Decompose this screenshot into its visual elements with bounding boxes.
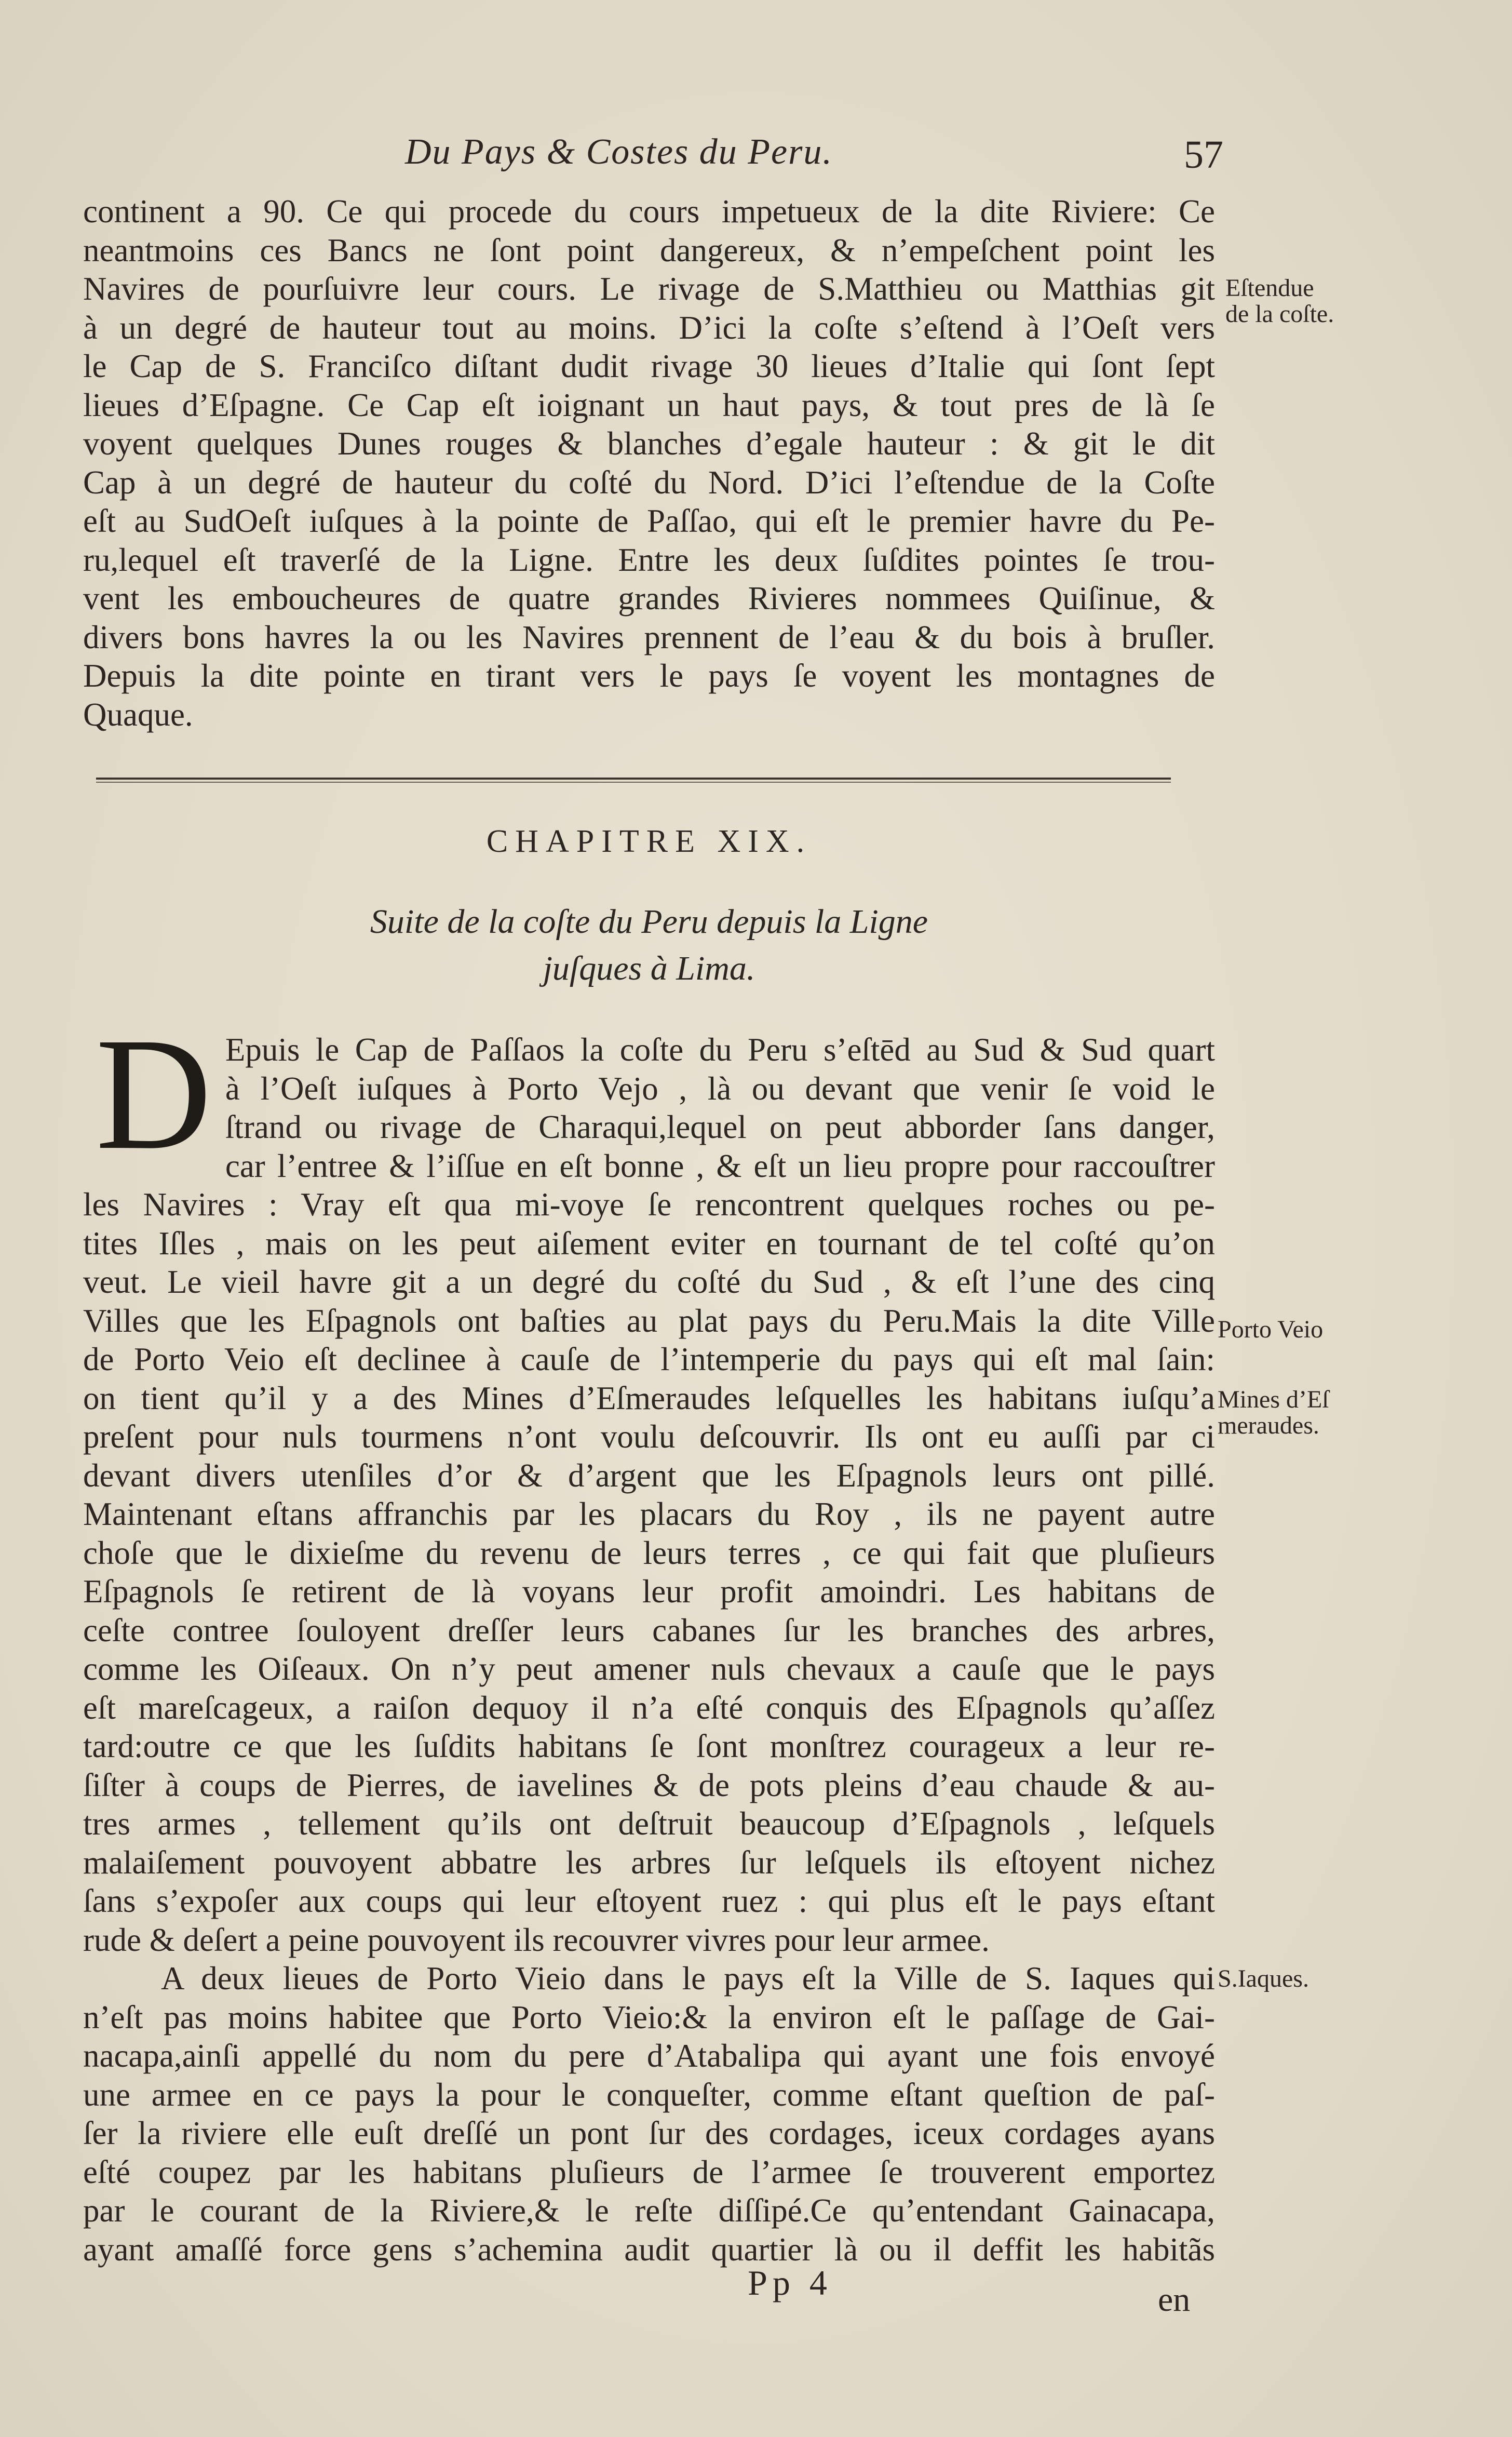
text-line: nacapa,ainſi appellé du nom du pere d’Atabalipa qui ayant une fois envoyé (83, 2038, 1215, 2074)
text-line: A deux lieues de Porto Vieio dans le pays eſt la Ville de S. Iaques qui (161, 1960, 1215, 1997)
drop-cap: D (96, 1005, 212, 1183)
text-line: continent a 90. Ce qui procede du cours impetueux de la dite Riviere: Ce (83, 193, 1215, 230)
margin-note-porto-veio (1218, 1317, 1323, 1343)
text-line: Epuis le Cap de Paſſaos la coſte du Peru s’eſtēd au Sud & Sud quart (225, 1032, 1215, 1068)
text-line: Navires de pourſuivre leur cours. Le rivage de S.Matthieu ou Matthias git (83, 271, 1215, 307)
text-line: le Cap de S. Franciſco diſtant dudit rivage 30 lieues d’Italie qui ſont ſept (83, 348, 1215, 384)
text-line: Maintenant eſtans affranchis par les placars du Roy , ils ne payent autre (83, 1496, 1215, 1532)
signature-mark: Pp 4 (748, 2263, 832, 2302)
text-line: on tient qu’il y a des Mines d’Eſmeraudes leſquelles les habitans iuſqu’a (83, 1380, 1215, 1416)
text-line: comme les Oiſeaux. On n’y peut amener nuls chevaux a cauſe que le pays (83, 1651, 1215, 1687)
subtitle-line: juſques à Lima. (543, 949, 755, 987)
section-divider (96, 778, 1171, 780)
margin-note-estendue (1225, 275, 1334, 327)
text-line: malaiſement pouvoyent abbatre les arbres ſur leſquels ils eſtoyent nichez (83, 1844, 1215, 1881)
text-line: eſté coupez par les habitans pluſieurs de l’armee ſe trouverent emportez (83, 2153, 1215, 2190)
text-line: ayant amaſſé force gens s’achemina audit quartier là ou il deffit les habitãs (83, 2231, 1215, 2268)
text-line: ſiſter à coups de Pierres, de iavelines & de pots pleins d’eau chaude & au- (83, 1766, 1215, 1803)
text-line: ſtrand ou rivage de Charaqui,lequel on peut abborder ſans danger, (225, 1109, 1215, 1145)
chapter-body (83, 1005, 1215, 2269)
text-line: Cap à un degré de hauteur du coſté du Nord. D’ici l’eſtendue de la Coſte (83, 464, 1215, 501)
margin-note-line: Eſtendue (1225, 274, 1314, 302)
text-line: par le courant de la Riviere,& le reſte diſſipé.Ce qu’entendant Gainacapa, (83, 2192, 1215, 2229)
text-line: Eſpagnols ſe retirent de là voyans leur profit amoindri. Les habitans de (83, 1573, 1215, 1610)
margin-note-s-iaques (1218, 1966, 1309, 1992)
margin-note-line: meraudes. (1218, 1412, 1319, 1439)
text-line: tres armes , tellement qu’ils ont deſtruit beaucoup d’Eſpagnols , leſquels (83, 1805, 1215, 1842)
catchword: en (1158, 2281, 1191, 2319)
text-line: Quaque. (83, 696, 193, 733)
text-line: voyent quelques Dunes rouges & blanches d’egale hauteur : & git le dit (83, 425, 1215, 462)
text-line: devant divers utenſiles d’or & d’argent que les Eſpagnols leurs ont pillé. (83, 1457, 1215, 1494)
text-line: à l’Oeſt iuſques à Porto Vejo , là ou devant que venir ſe void le (225, 1070, 1215, 1107)
margin-note-mines (1218, 1387, 1329, 1439)
margin-note-line: Mines d’Eſ (1218, 1386, 1329, 1413)
margin-note-line: S.Iaques. (1218, 1965, 1309, 1992)
text-line: veut. Le vieil havre git a un degré du coſté du Sud , & eſt l’une des cinq (83, 1264, 1215, 1300)
text-line: neantmoins ces Bancs ne ſont point dangereux, & n’empeſchent point les (83, 232, 1215, 269)
margin-note-line: Porto Veio (1218, 1316, 1324, 1343)
text-line: une armee en ce pays la pour le conqueſter, comme eſtant queſtion de paſ- (83, 2076, 1215, 2113)
paragraph-top (83, 192, 1215, 734)
margin-note-line: de la coſte. (1225, 300, 1334, 328)
subtitle-line: Suite de la coſte du Peru depuis la Ligne (370, 903, 928, 941)
text-line: de Porto Veio eſt declinee à cauſe de l’intemperie du pays qui eſt mal ſain: (83, 1341, 1215, 1377)
page-header (83, 129, 1225, 186)
text-line: Depuis la dite pointe en tirant vers le pays ſe voyent les montagnes de (83, 658, 1215, 694)
text-line: n’eſt pas moins habitee que Porto Vieio:& la environ eſt le paſſage de Gai- (83, 1999, 1215, 2036)
running-head: Du Pays & Costes du Peru. (405, 132, 833, 172)
text-line: les Navires : Vray eſt qua mi-voye ſe rencontrent quelques roches ou pe- (83, 1186, 1215, 1223)
text-line: preſent pour nuls tourmens n’ont voulu deſcouvrir. Ils ont eu auſſi par ci (83, 1418, 1215, 1455)
chapter-subtitle (83, 899, 1215, 992)
text-line: tites Iſles , mais on les peut aiſement eviter en tournant de tel coſté qu’on (83, 1225, 1215, 1262)
text-line: vent les emboucheures de quatre grandes Rivieres nommees Quiſinue, & (83, 580, 1215, 617)
text-line: ſans s’expoſer aux coups qui leur eſtoyent ruez : qui plus eſt le pays eſtant (83, 1883, 1215, 1919)
chapter-heading: CHAPITRE XIX. (486, 824, 812, 859)
text-line: lieues d’Eſpagne. Ce Cap eſt ioignant un haut pays, & tout pres de là ſe (83, 386, 1215, 423)
text-line: rude & deſert a peine pouvoyent ils recouvrer vivres pour leur armee. (83, 1921, 990, 1958)
text-line: eſt mareſcageux, a raiſon dequoy il n’a eſté conquis des Eſpagnols qu’aſſez (83, 1689, 1215, 1726)
text-line: Villes que les Eſpagnols ont baſties au plat pays du Peru.Mais la dite Ville (83, 1302, 1215, 1339)
text-line: choſe que le dixieſme du revenu de leurs terres , ce qui fait que pluſieurs (83, 1534, 1215, 1571)
text-line: ru,lequel eſt traverſé de la Ligne. Entre les deux ſuſdites pointes ſe trou- (83, 541, 1215, 578)
text-line: ceſte contree ſouloyent dreſſer leurs cabanes ſur les branches des arbres, (83, 1612, 1215, 1649)
text-line: divers bons havres la ou les Navires prennent de l’eau & du bois à bruſler. (83, 619, 1215, 655)
text-line: à un degré de hauteur tout au moins. D’ici la coſte s’eſtend à l’Oeſt vers (83, 309, 1215, 346)
text-line: ſer la riviere elle euſt dreſſé un pont ſur des cordages, iceux cordages ayans (83, 2115, 1215, 2151)
text-line: eſt au SudOeſt iuſques à la pointe de Paſſao, qui eſt le premier havre du Pe- (83, 503, 1215, 539)
text-line: tard:outre ce que les ſuſdits habitans ſe ſont monſtrez courageux a leur re- (83, 1728, 1215, 1764)
text-line: car l’entree & l’iſſue en eſt bonne , & eſt un lieu propre pour raccouſtrer (225, 1147, 1215, 1184)
page-number: 57 (1184, 133, 1223, 177)
